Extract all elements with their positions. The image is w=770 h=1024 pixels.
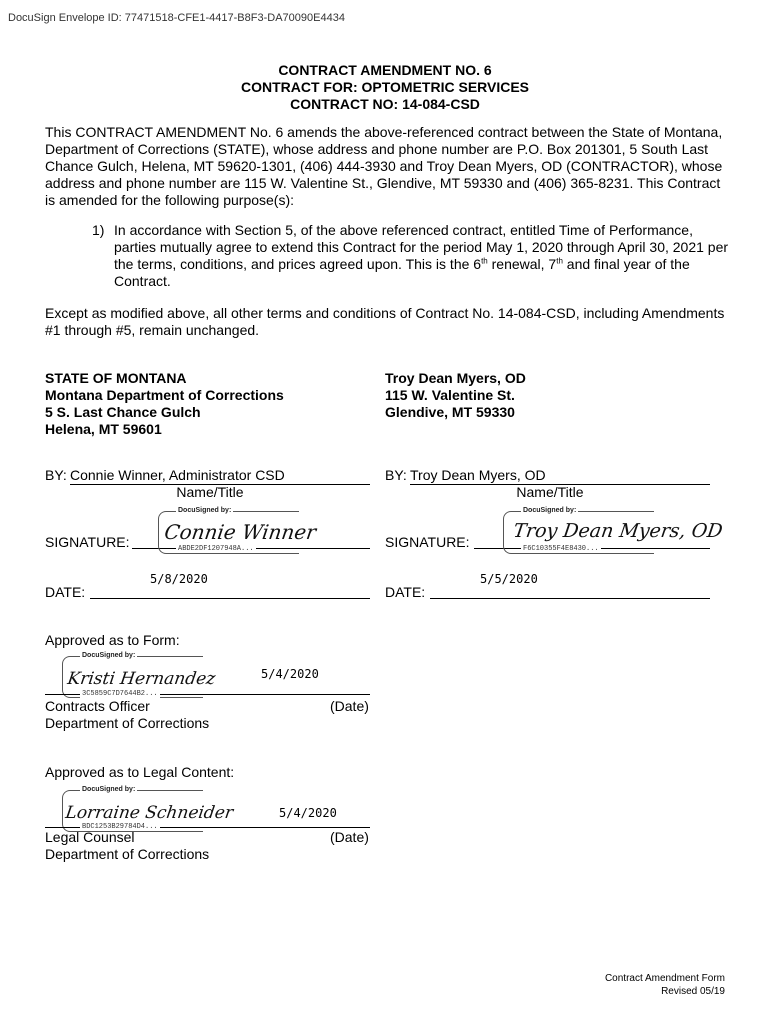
state-docusigned-label: DocuSigned by: <box>178 507 232 514</box>
form-date-value: 5/4/2020 <box>261 667 319 681</box>
contractor-block <box>385 370 526 421</box>
intro-paragraph <box>45 124 735 209</box>
state-by-field <box>70 467 370 485</box>
except-line: Except as modified above, all other terms and conditions of Contract No. 14-084-CSD, including Amendments <box>45 305 725 321</box>
envelope-id: DocuSign Envelope ID: 77471518-CFE1-4417-B8F3-DA70090E4434 <box>8 12 345 24</box>
intro-line: is amended for the following purpose(s): <box>45 192 295 208</box>
state-block <box>45 370 284 438</box>
intro-line: address and phone number are 115 W. Valentine St., Glendive, MT 59330 and (406) 365-8231. This Contract <box>45 175 721 191</box>
intro-line: This CONTRACT AMENDMENT No. 6 amends the above-referenced contract between the State of Montana, <box>45 124 723 140</box>
contractor-by-field <box>410 467 710 485</box>
state-name: STATE OF MONTANA <box>45 370 187 386</box>
state-by-label: BY: <box>45 467 67 483</box>
form-approver-title: Contracts Officer <box>45 698 150 714</box>
intro-line: Chance Gulch, Helena, MT 59620-1301, (406) 444-3930 and Troy Dean Myers, OD (CONTRACTOR), whose <box>45 158 723 174</box>
svg-text:Connie Winner: Connie Winner <box>162 520 318 544</box>
contractor-date-label: DATE: <box>385 584 426 600</box>
legal-approver-title: Legal Counsel <box>45 829 135 845</box>
state-address: 5 S. Last Chance Gulch <box>45 404 201 420</box>
form-signature-image <box>66 662 217 692</box>
legal-approver-dept: Department of Corrections <box>45 846 210 862</box>
contract-for: CONTRACT FOR: OPTOMETRIC SERVICES <box>240 79 530 95</box>
amendment-title: CONTRACT AMENDMENT NO. 6 <box>278 62 492 78</box>
state-by-name: Connie Winner, Administrator CSD <box>70 467 285 483</box>
intro-line: Department of Corrections (STATE), whose address and phone number are P.O. Box 201301, 5 South Last <box>45 141 709 157</box>
contractor-date-value: 5/5/2020 <box>480 572 538 586</box>
state-name-title-label: Name/Title <box>176 484 244 500</box>
contract-number: CONTRACT NO: 14-084-CSD <box>290 96 480 112</box>
state-signature-label: SIGNATURE: <box>45 534 130 550</box>
legal-signature-image <box>64 796 235 826</box>
contractor-name: Troy Dean Myers, OD <box>385 370 526 386</box>
contractor-name-title-label: Name/Title <box>516 484 584 500</box>
contractor-address: 115 W. Valentine St. <box>385 387 515 403</box>
state-date-label: DATE: <box>45 584 86 600</box>
state-date-line <box>90 598 370 599</box>
legal-docusigned-label: DocuSigned by: <box>82 786 136 793</box>
item-line: parties mutually agree to extend this Contract for the period May 1, 2020 through April 30, 2021 per <box>114 239 729 255</box>
contractor-signature-id: F6C10355F4E8430... <box>523 545 599 553</box>
state-dept: Montana Department of Corrections <box>45 387 284 403</box>
footer <box>605 972 725 998</box>
state-city: Helena, MT 59601 <box>45 421 162 437</box>
state-signature-id: ABDE2DF1207948A... <box>178 545 254 553</box>
form-signature-id: 3C5859C7D7644B2... <box>82 690 158 698</box>
item-number: 1) <box>92 222 105 238</box>
approved-form-label: Approved as to Form: <box>45 632 180 648</box>
item-text <box>114 222 729 290</box>
item-line: Contract. <box>114 273 171 289</box>
contractor-by-name: Troy Dean Myers, OD <box>410 467 546 483</box>
contractor-city: Glendive, MT 59330 <box>385 404 515 420</box>
contractor-date-line <box>430 598 710 599</box>
contractor-docusigned-label: DocuSigned by: <box>523 507 577 514</box>
svg-text:Lorraine Schneider: Lorraine Schneider <box>64 803 235 823</box>
item-line: In accordance with Section 5, of the above referenced contract, entitled Time of Performance, <box>114 222 693 238</box>
state-signature-image <box>162 515 318 547</box>
form-approver-dept: Department of Corrections <box>45 715 210 731</box>
form-docusigned-label: DocuSigned by: <box>82 652 136 659</box>
footer-revision: Revised 05/19 <box>661 986 725 997</box>
contractor-signature-label: SIGNATURE: <box>385 534 470 550</box>
legal-signature-id: BDC1253B29784D4... <box>82 823 158 831</box>
state-date-value: 5/8/2020 <box>150 572 208 586</box>
item-line: the terms, conditions, and prices agreed upon. This is the 6th renewal, 7th and final year of the <box>114 256 690 272</box>
contractor-signature-image <box>510 513 725 547</box>
form-date-label: (Date) <box>330 698 369 714</box>
footer-form-name: Contract Amendment Form <box>604 973 725 984</box>
legal-date-value: 5/4/2020 <box>279 806 337 820</box>
svg-text:Troy Dean Myers, OD: Troy Dean Myers, OD <box>511 519 725 542</box>
contractor-by-label: BY: <box>385 467 407 483</box>
except-paragraph <box>45 305 735 339</box>
approved-legal-label: Approved as to Legal Content: <box>45 764 235 780</box>
svg-text:Kristi Hernandez: Kristi Hernandez <box>66 669 217 689</box>
legal-date-label: (Date) <box>330 829 369 845</box>
except-line: #1 through #5, remain unchanged. <box>45 322 260 338</box>
